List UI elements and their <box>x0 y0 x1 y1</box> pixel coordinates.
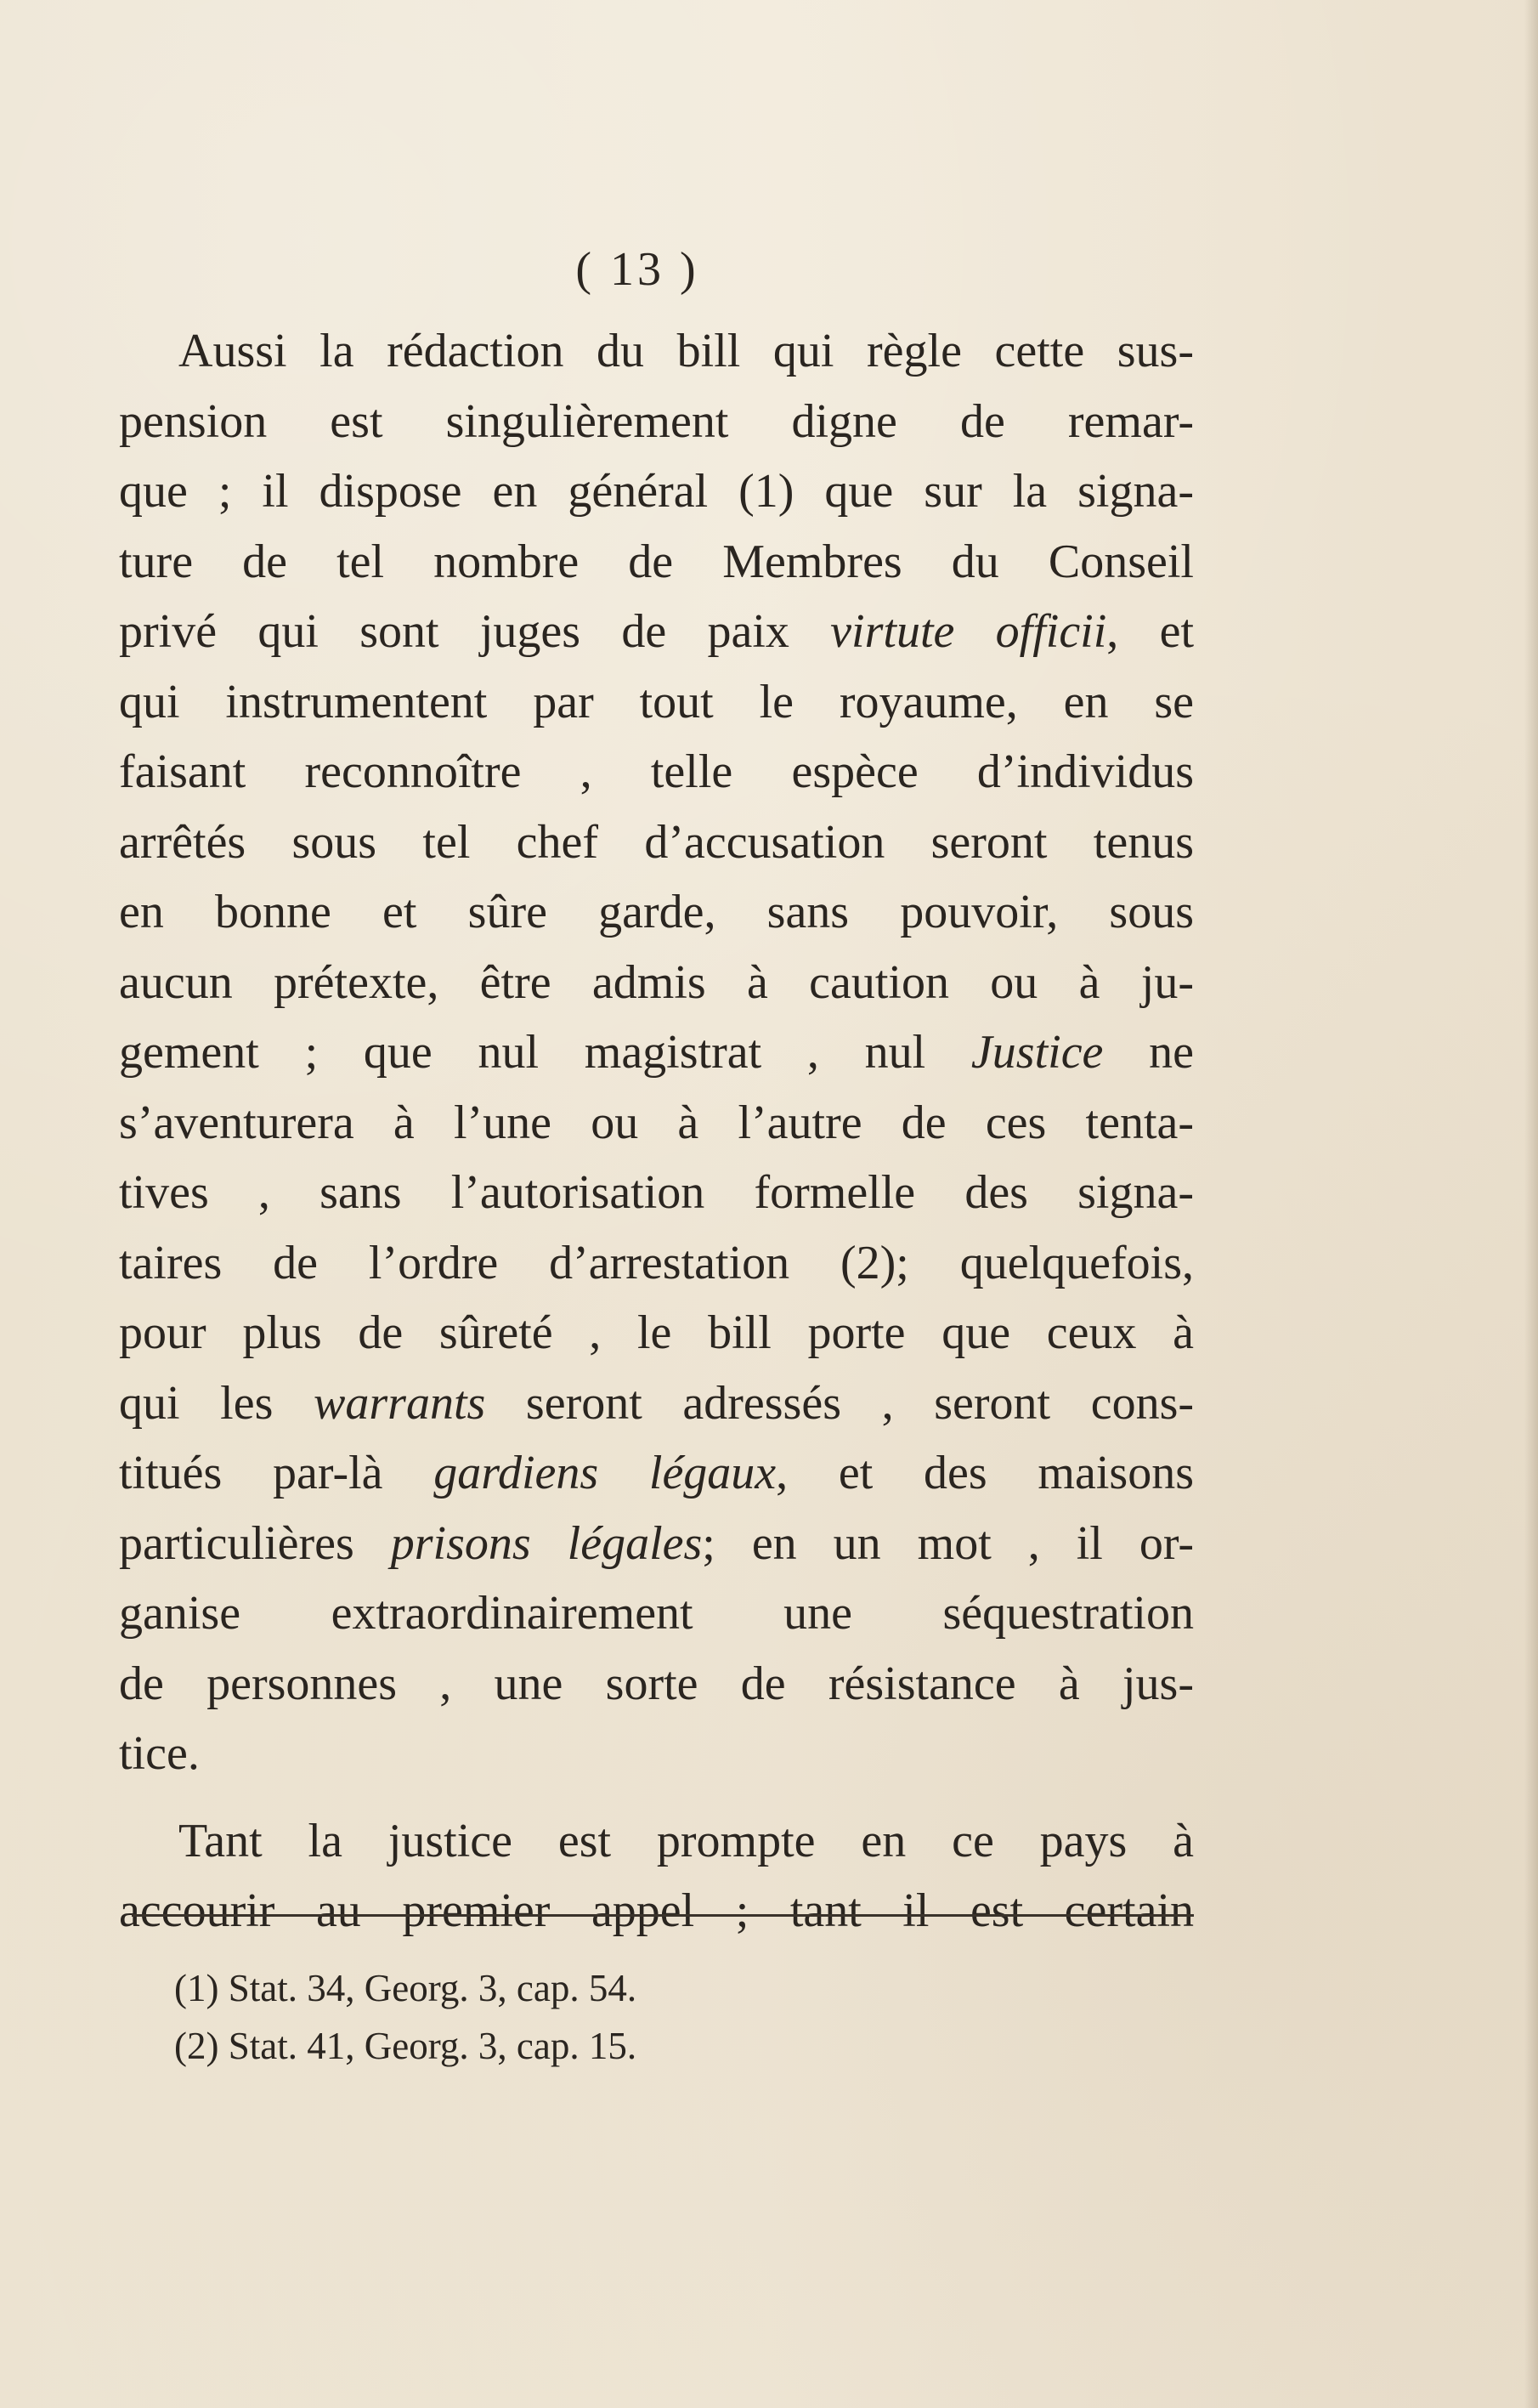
text-line: qui les warrants seront adressés , seront cons- <box>119 1376 1195 1430</box>
text-line: tives , sans l’autorisation formelle des signa- <box>119 1166 1194 1219</box>
footnote: (2) Stat. 41, Georg. 3, cap. 15. <box>174 2025 637 2067</box>
body-text <box>119 316 1194 1946</box>
text-line: pour plus de sûreté , le bill porte que ceux à <box>119 1306 1194 1359</box>
text-line: faisant reconnoître , telle espèce d’individus <box>119 745 1194 798</box>
footnote-rule <box>132 1914 1194 1917</box>
text-line: particulières prisons légales; en un mot , il or- <box>119 1516 1194 1570</box>
text-line: ganise extraordinairement une séquestration <box>119 1587 1194 1640</box>
text-line: ture de tel nombre de Membres du Conseil <box>119 535 1194 588</box>
text-line: privé qui sont juges de paix virtute officii, et <box>119 605 1194 658</box>
text-line: pension est singulièrement digne de remar- <box>119 394 1194 448</box>
text-line: taires de l’ordre d’arrestation (2); quelquefois, <box>119 1236 1194 1289</box>
text-line: arrêtés sous tel chef d’accusation seront tenus <box>119 815 1194 869</box>
text-line: gement ; que nul magistrat , nul Justice ne <box>119 1026 1194 1079</box>
text-line: accourir au premier appel ; tant il est certain <box>119 1884 1194 1937</box>
text-line: tice. <box>119 1727 200 1780</box>
footnotes <box>174 1959 1109 2075</box>
text-line: aucun prétexte, être admis à caution ou à ju- <box>119 955 1194 1009</box>
text-line: Aussi la rédaction du bill qui règle cette sus- <box>178 325 1194 377</box>
text-line: Tant la justice est prompte en ce pays à <box>178 1814 1194 1867</box>
text-line: titués par-là gardiens légaux, et des maisons <box>119 1447 1194 1499</box>
footnote: (1) Stat. 34, Georg. 3, cap. 54. <box>174 1967 637 2009</box>
text-line: que ; il dispose en général (1) que sur la signa- <box>119 465 1194 518</box>
text-line: qui instrumentent par tout le royaume, en se <box>119 675 1194 728</box>
text-line: en bonne et sûre garde, sans pouvoir, sous <box>119 886 1194 938</box>
page-edge-shadow <box>1524 0 1538 2408</box>
text-line: s’aventurera à l’une ou à l’autre de ces tenta- <box>119 1096 1194 1149</box>
page-number: ( 13 ) <box>575 243 699 296</box>
text-line: de personnes , une sorte de résistance à jus- <box>119 1657 1194 1710</box>
